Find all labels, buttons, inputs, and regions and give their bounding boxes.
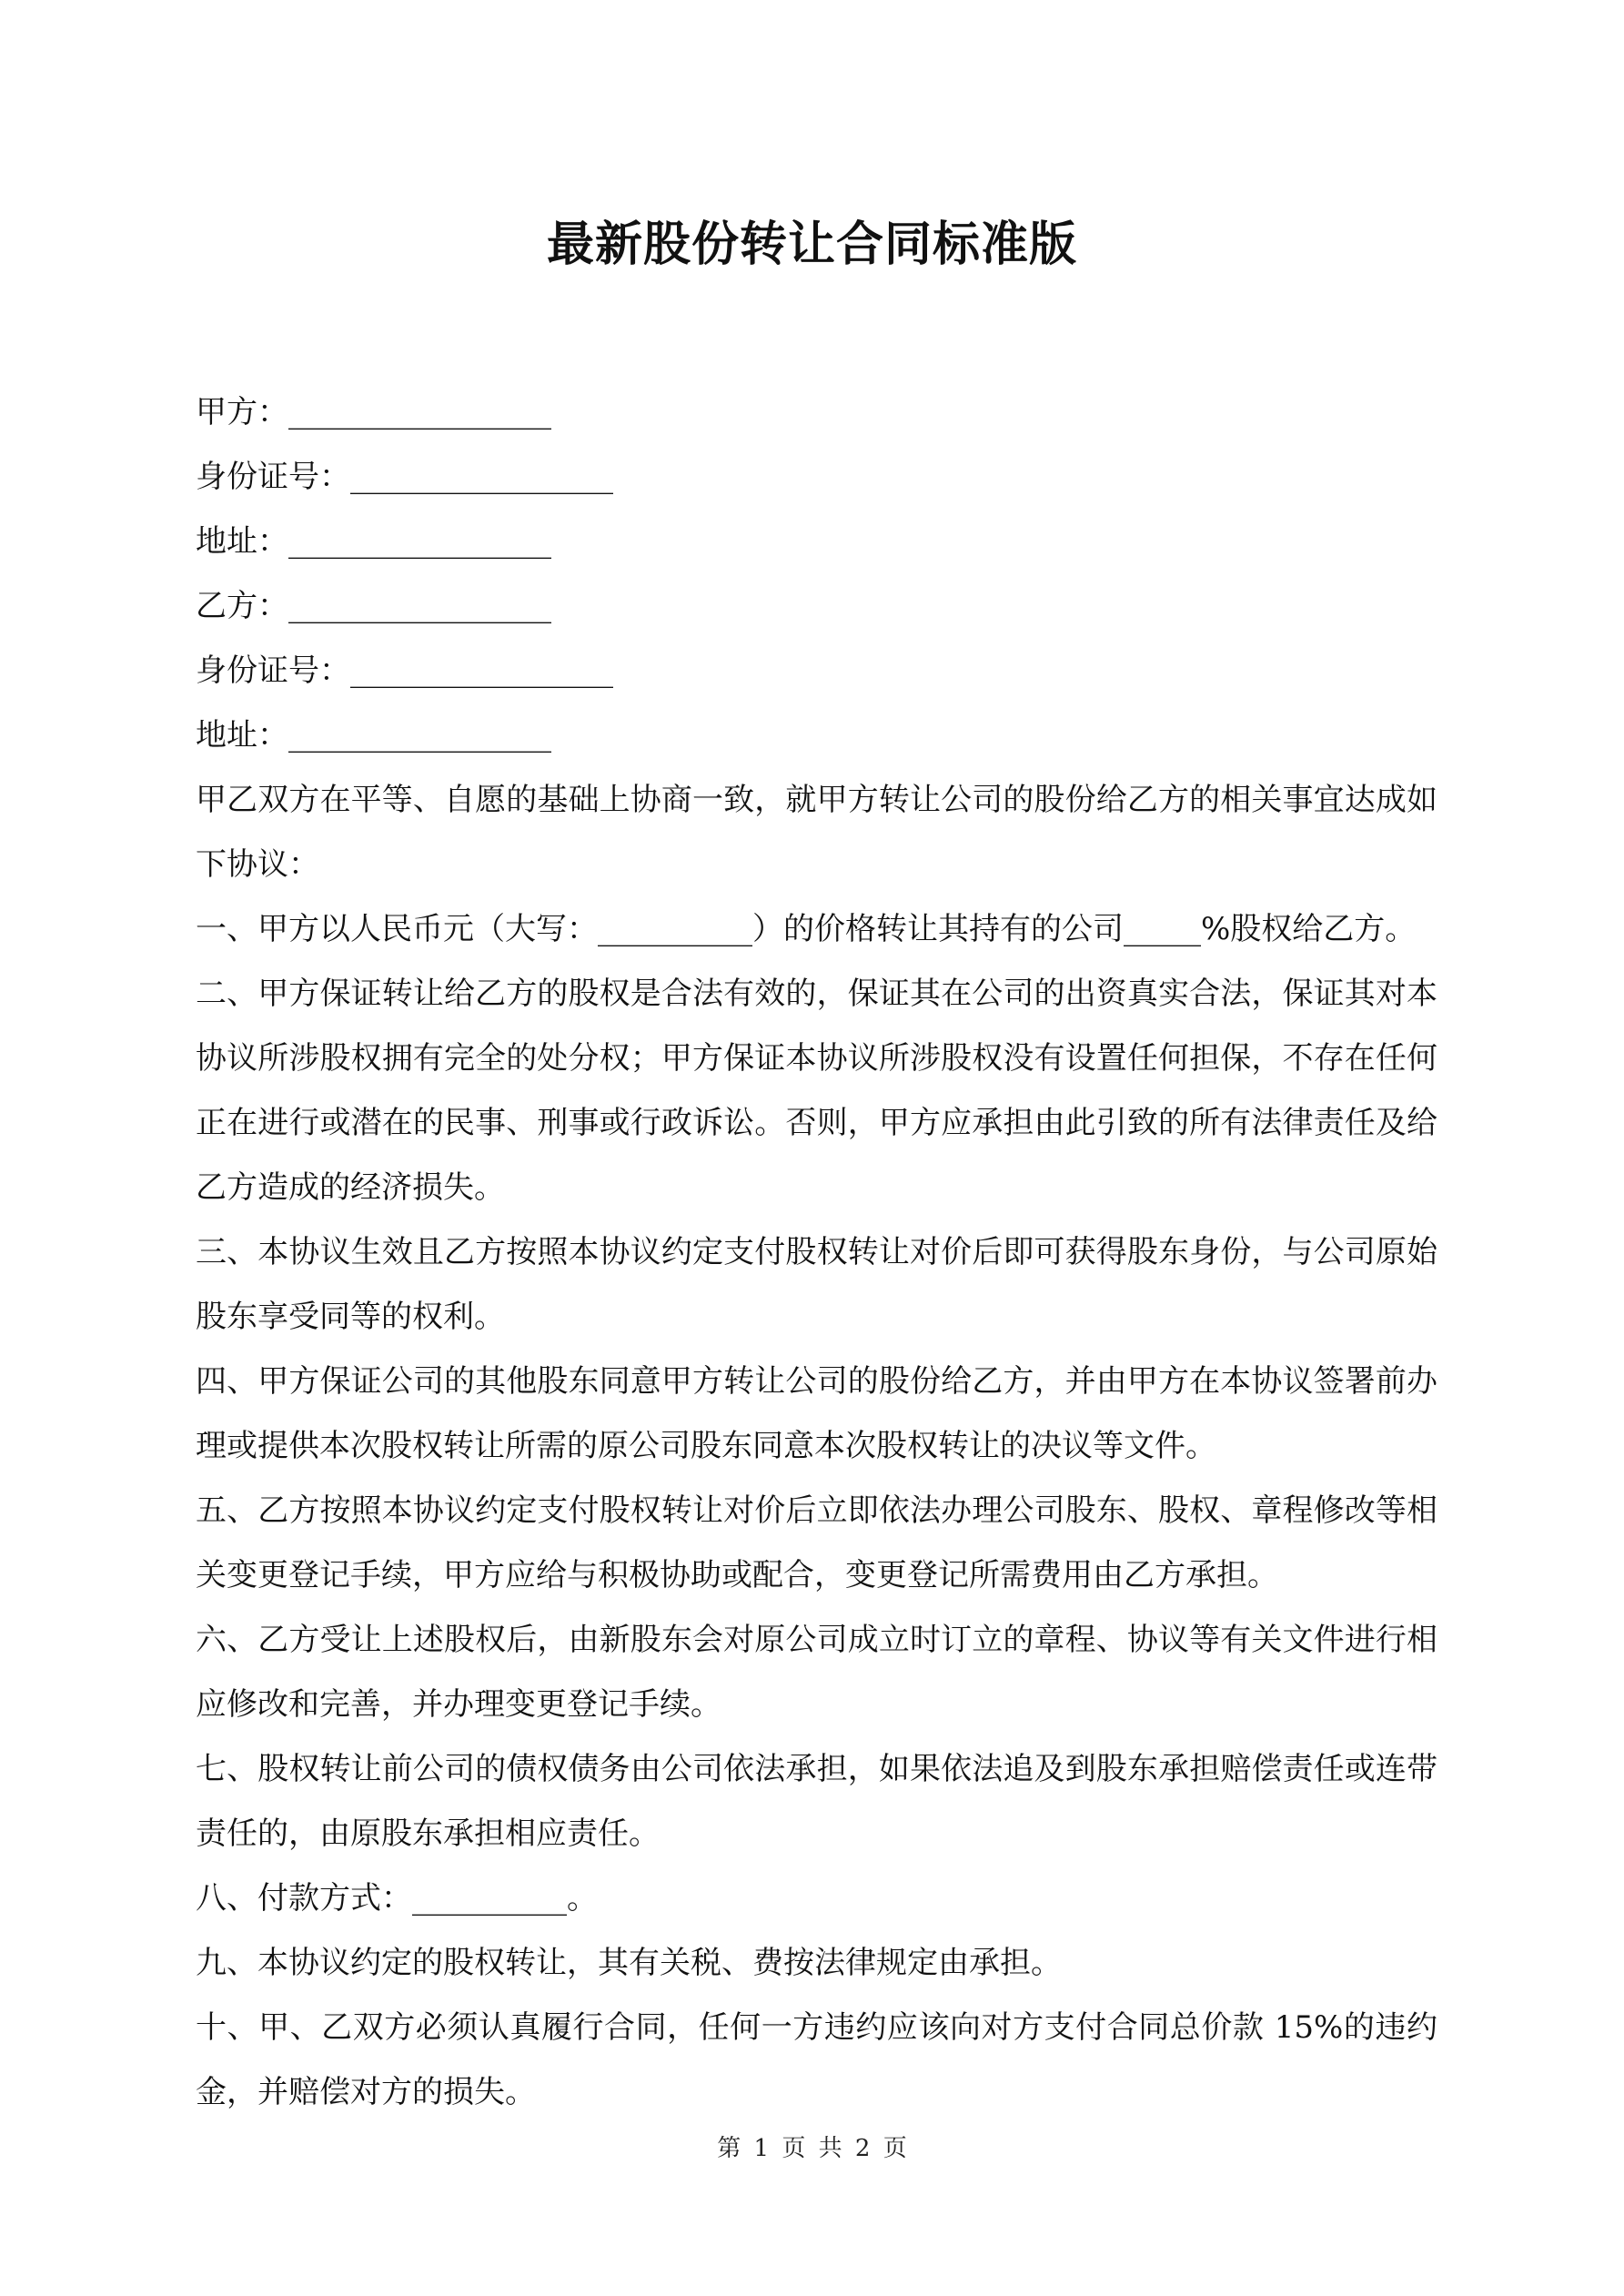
document-body [196,380,1437,2125]
clause-7: 七、股权转让前公司的债权债务由公司依法承担，如果依法追及到股东承担赔偿责任或连带责任的，由原股东承担相应责任。 [196,1751,1437,1852]
party-b-address-field: 地址：_________________ [196,717,551,754]
clause-2: 二、甲方保证转让给乙方的股权是合法有效的，保证其在公司的出资真实合法，保证其对本协议所涉股权拥有完全的处分权；甲方保证本协议所涉股权没有设置任何担保，不存在任何正在进行或潜在的民事、刑事或行政诉讼。否则，甲方应承担由此引致的所有法律责任及给乙方造成的经济损失。 [196,976,1437,1206]
party-a-field: 甲方：_________________ [196,394,551,430]
clause-9: 九、本协议约定的股权转让，其有关税、费按法律规定由承担。 [196,1945,1062,1981]
party-b-field: 乙方：_________________ [196,588,551,624]
party-a-address-field: 地址：_________________ [196,523,551,560]
preamble-paragraph: 甲乙双方在平等、自愿的基础上协商一致，就甲方转让公司的股份给乙方的相关事宜达成如下协议： [196,782,1437,883]
party-a-id-field: 身份证号：_________________ [196,459,613,495]
clause-1: 一、甲方以人民币元（大写：__________）的价格转让其持有的公司_____%股权给乙方。 [196,911,1417,947]
clause-6: 六、乙方受让上述股权后，由新股东会对原公司成立时订立的章程、协议等有关文件进行相应修改和完善，并办理变更登记手续。 [196,1622,1437,1723]
clause-10: 十、甲、乙双方必须认真履行合同，任何一方违约应该向对方支付合同总价款 15%的违约金，并赔偿对方的损失。 [196,2009,1437,2110]
clause-5: 五、乙方按照本协议约定支付股权转让对价后立即依法办理公司股东、股权、章程修改等相关变更登记手续，甲方应给与积极协助或配合，变更登记所需费用由乙方承担。 [196,1492,1437,1593]
clause-4: 四、甲方保证公司的其他股东同意甲方转让公司的股份给乙方，并由甲方在本协议签署前办理或提供本次股权转让所需的原公司股东同意本次股权转让的决议等文件。 [196,1363,1437,1464]
clause-8: 八、付款方式：__________。 [196,1880,598,1917]
clause-3: 三、本协议生效且乙方按照本协议约定支付股权转让对价后即可获得股东身份，与公司原始股东享受同等的权利。 [196,1234,1437,1335]
page-number-footer: 第 1 页 共 2 页 [717,2135,907,2162]
document-title: 最新股份转让合同标准版 [546,217,1077,272]
party-b-id-field: 身份证号：_________________ [196,652,613,689]
